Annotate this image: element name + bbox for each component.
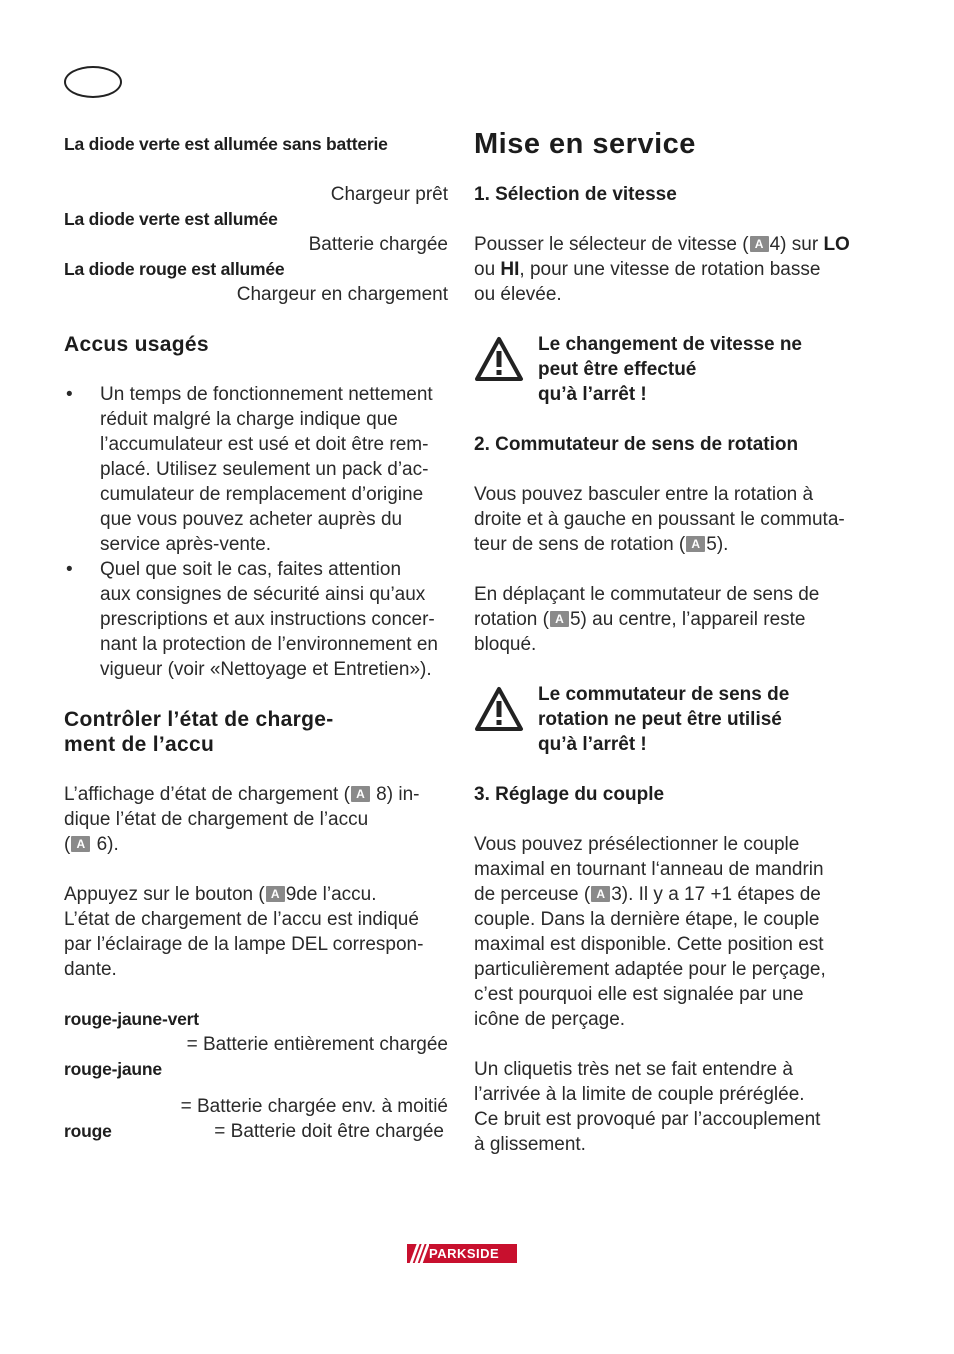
figure-a-icon: A — [266, 886, 285, 902]
paragraph-line: maximal est disponible. Cette position est — [474, 934, 824, 955]
paragraph-line: à glissement. — [474, 1134, 586, 1155]
paragraph-line: icône de perçage. — [474, 1009, 626, 1030]
paragraph-line: dique l’état de chargement de l’accu — [64, 809, 369, 830]
level-value: = Batterie chargée env. à moitié — [180, 1096, 448, 1117]
paragraph-line: Pousser le sélecteur de vitesse ( A 4) sur LO — [474, 234, 850, 255]
warning-triangle-icon — [474, 336, 524, 382]
accus-list — [64, 382, 448, 682]
parkside-logo: PARKSIDE — [407, 1244, 517, 1263]
paragraph-line: teur de sens de rotation ( A 5). — [474, 534, 729, 555]
section-title-accus: Accus usagés — [64, 333, 209, 356]
figure-a-icon: A — [550, 611, 569, 627]
figure-a-icon: A — [750, 236, 769, 252]
paragraph-line: ou HI, pour une vitesse de rotation basse — [474, 259, 821, 280]
paragraph-line: Vous pouvez basculer entre la rotation à — [474, 484, 814, 505]
list-item: • Un temps de fonctionnement nettement réduit malgré la charge indique que l’accumulateur est usé et doit être rem- placé. Utilisez seulement un pack d’ac- cumulateur de remplacement d’origine que vous pouvez acheter auprès du service après-vente. — [66, 384, 433, 555]
bullet-dot: • — [66, 559, 73, 580]
level-value: = Batterie doit être chargée — [214, 1121, 444, 1142]
paragraph-line: Appuyez sur le bouton ( A 9de l’accu. — [64, 884, 377, 905]
subsection-title: 3. Réglage du couple — [474, 784, 665, 805]
paragraph-line: couple. Dans la dernière étape, le couple — [474, 909, 820, 930]
paragraph-line: bloqué. — [474, 634, 537, 655]
paragraph-line: maximal en tournant l‘anneau de mandrin — [474, 859, 824, 880]
section-title-controle: Contrôler l’état de charge- ment de l’accu — [64, 708, 334, 756]
paragraph-line: dante. — [64, 959, 117, 980]
paragraph-line: particulièrement adaptée pour le perçage, — [474, 959, 826, 980]
paragraph-line: de perceuse ( A 3). Il y a 17 +1 étapes de — [474, 884, 821, 905]
led-label: La diode verte est allumée — [64, 209, 278, 229]
paragraph-line: L’état de chargement de l’accu est indiqué — [64, 909, 419, 930]
paragraph-line: L’affichage d’état de chargement ( A 8) in- — [64, 784, 420, 805]
paragraph-line: c’est pourquoi elle est signalée par une — [474, 984, 804, 1005]
paragraph-line: Vous pouvez présélectionner le couple — [474, 834, 800, 855]
list-item: • Quel que soit le cas, faites attention aux consignes de sécurité ainsi qu’aux prescriptions et aux instructions concer- nant la protection de l’environnement en vigueur (voir «Nettoyage et Entretien»). — [66, 559, 439, 680]
bullet-dot: • — [66, 384, 73, 405]
warning-triangle-icon — [474, 686, 524, 732]
paragraph-line: ( A 6). — [64, 834, 119, 855]
paragraph-line: ou élevée. — [474, 284, 562, 305]
paragraph-line: En déplaçant le commutateur de sens de — [474, 584, 820, 605]
level-label: rouge — [64, 1121, 112, 1141]
paragraph-line: Un cliquetis très net se fait entendre à — [474, 1059, 793, 1080]
level-label: rouge-jaune — [64, 1059, 162, 1079]
language-badge — [64, 66, 122, 98]
led-value: Chargeur en chargement — [236, 284, 448, 305]
left-column — [64, 132, 448, 1144]
level-value: = Batterie entièrement chargée — [186, 1034, 448, 1055]
subsection-title: 1. Sélection de vitesse — [474, 184, 677, 205]
paragraph-line: droite et à gauche en poussant le commuta- — [474, 509, 845, 530]
led-label: La diode rouge est allumée — [64, 259, 285, 279]
subsection-title: 2. Commutateur de sens de rotation — [474, 434, 799, 455]
warning-note: Le commutateur de sens de rotation ne peut être utilisé qu’à l’arrêt ! — [474, 682, 858, 757]
paragraph-line: rotation ( A 5) au centre, l’appareil reste — [474, 609, 806, 630]
figure-a-icon: A — [71, 836, 90, 852]
page-title: Mise en service — [474, 128, 696, 160]
logo-stripes-icon — [407, 1244, 429, 1263]
figure-a-icon: A — [591, 886, 610, 902]
led-value: Chargeur prêt — [330, 184, 448, 205]
figure-a-icon: A — [686, 536, 705, 552]
paragraph-line: par l’éclairage de la lampe DEL correspon- — [64, 934, 424, 955]
level-label: rouge-jaune-vert — [64, 1009, 199, 1029]
right-column — [474, 128, 858, 1157]
figure-a-icon: A — [351, 786, 370, 802]
paragraph-line: l’arrivée à la limite de couple préréglée. — [474, 1084, 805, 1105]
paragraph-line: Ce bruit est provoqué par l’accouplement — [474, 1109, 821, 1130]
warning-note: Le changement de vitesse ne peut être effectué qu’à l’arrêt ! — [474, 332, 858, 407]
led-value: Batterie chargée — [308, 234, 448, 255]
led-label: La diode verte est allumée sans batterie — [64, 134, 388, 154]
level-row — [64, 1119, 448, 1144]
